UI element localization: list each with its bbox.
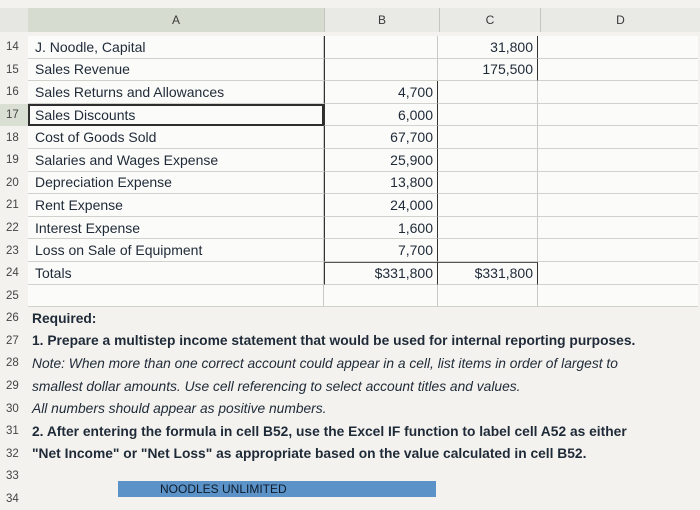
cell-b[interactable]: 6,000	[324, 104, 438, 127]
table-row-selected	[28, 104, 698, 127]
cell-a[interactable]: Salaries and Wages Expense	[28, 149, 324, 172]
cell-d[interactable]	[538, 104, 698, 127]
cell-b[interactable]: 7,700	[324, 239, 438, 262]
row-header-selected[interactable]: 17	[0, 104, 28, 127]
cell-b[interactable]	[324, 36, 438, 59]
row-header[interactable]: 27	[6, 334, 19, 347]
cell-b[interactable]	[324, 285, 438, 308]
table-row	[28, 36, 698, 59]
row-header[interactable]: 28	[6, 357, 19, 370]
totals-row	[28, 262, 698, 285]
row-header[interactable]: 22	[6, 222, 19, 235]
cell-a[interactable]	[28, 285, 324, 308]
cell-d[interactable]	[538, 239, 698, 262]
cell-d[interactable]	[538, 262, 698, 285]
cell-a[interactable]: Sales Returns and Allowances	[28, 81, 324, 104]
cell-a[interactable]: Interest Expense	[28, 217, 324, 240]
cell-a[interactable]: Loss on Sale of Equipment	[28, 239, 324, 262]
cell-c[interactable]	[438, 217, 538, 240]
column-headers	[0, 8, 700, 32]
required-heading: Required:	[32, 310, 97, 326]
cell-b[interactable]: 67,700	[324, 126, 438, 149]
instructions-block	[28, 307, 688, 488]
column-header-b[interactable]: B	[325, 8, 440, 32]
row-header[interactable]: 18	[6, 131, 19, 144]
cell-b[interactable]: 1,600	[324, 217, 438, 240]
cell-c[interactable]	[438, 149, 538, 172]
cell-d[interactable]	[538, 81, 698, 104]
instruction-2: 2. After entering the formula in cell B52, use the Excel IF function to label cell A52 as either	[32, 423, 627, 439]
cell-d[interactable]	[538, 217, 698, 240]
column-header-d[interactable]: D	[541, 8, 700, 32]
row-header[interactable]: 15	[6, 63, 19, 76]
row-header[interactable]: 25	[6, 289, 19, 302]
cell-c[interactable]	[438, 239, 538, 262]
table-row	[28, 81, 698, 104]
cell-d[interactable]	[538, 149, 698, 172]
row-header[interactable]: 16	[6, 86, 19, 99]
cell-d[interactable]	[538, 285, 698, 308]
cell-c[interactable]	[438, 104, 538, 127]
row-header[interactable]: 29	[6, 380, 19, 393]
row-header[interactable]: 34	[6, 493, 19, 506]
note-line: Note: When more than one correct account could appear in a cell, list items in order of largest to	[32, 355, 618, 371]
cell-c[interactable]: 175,500	[438, 59, 538, 82]
row-header[interactable]: 21	[6, 199, 19, 212]
cell-a[interactable]: Totals	[28, 262, 324, 285]
row-header[interactable]: 32	[6, 447, 19, 460]
cell-d[interactable]	[538, 194, 698, 217]
cell-a[interactable]: J. Noodle, Capital	[28, 36, 324, 59]
row-header[interactable]: 26	[6, 312, 19, 325]
row-header[interactable]: 14	[6, 41, 19, 54]
row-header[interactable]: 31	[6, 425, 19, 438]
cell-a[interactable]: Sales Revenue	[28, 59, 324, 82]
cell-a-selected[interactable]: Sales Discounts	[28, 104, 324, 127]
cell-a[interactable]: Depreciation Expense	[28, 172, 324, 195]
row-header[interactable]: 30	[6, 402, 19, 415]
cell-c[interactable]	[438, 126, 538, 149]
cell-a[interactable]: Cost of Goods Sold	[28, 126, 324, 149]
column-header-c[interactable]: C	[440, 8, 541, 32]
cell-c[interactable]	[438, 172, 538, 195]
cell-b-total[interactable]: $331,800	[324, 262, 438, 285]
cell-a[interactable]: Rent Expense	[28, 194, 324, 217]
table-row	[28, 172, 698, 195]
table-row	[28, 126, 698, 149]
cell-d[interactable]	[538, 36, 698, 59]
cell-b[interactable]: 25,900	[324, 149, 438, 172]
note-line: smallest dollar amounts. Use cell referencing to select account titles and values.	[32, 378, 521, 394]
company-name-banner[interactable]: NOODLES UNLIMITED	[118, 481, 436, 497]
cell-c-total[interactable]: $331,800	[438, 262, 538, 285]
cell-b[interactable]: 24,000	[324, 194, 438, 217]
table-row	[28, 194, 698, 217]
row-header[interactable]: 24	[6, 267, 19, 280]
table-row	[28, 59, 698, 82]
select-all-corner[interactable]	[0, 8, 28, 32]
cell-b[interactable]: 4,700	[324, 81, 438, 104]
row-headers	[0, 36, 28, 307]
table-row	[28, 239, 698, 262]
cell-c[interactable]	[438, 285, 538, 308]
cell-d[interactable]	[538, 172, 698, 195]
cell-b[interactable]: 13,800	[324, 172, 438, 195]
cell-d[interactable]	[538, 126, 698, 149]
row-header[interactable]: 33	[6, 470, 19, 483]
column-header-a[interactable]: A	[28, 8, 325, 32]
cell-d[interactable]	[538, 59, 698, 82]
instruction-2-cont: "Net Income" or "Net Loss" as appropriate based on the value calculated in cell B52.	[32, 446, 587, 462]
row-header[interactable]: 23	[6, 244, 19, 257]
note-line: All numbers should appear as positive numbers.	[32, 401, 327, 417]
cell-c[interactable]: 31,800	[438, 36, 538, 59]
cell-grid	[28, 36, 698, 307]
instruction-1: 1. Prepare a multistep income statement that would be used for internal reporting purposes.	[32, 333, 636, 349]
table-row	[28, 149, 698, 172]
row-header[interactable]: 19	[6, 154, 19, 167]
table-row	[28, 285, 698, 308]
table-row	[28, 217, 698, 240]
cell-c[interactable]	[438, 194, 538, 217]
row-header[interactable]: 20	[6, 176, 19, 189]
cell-c[interactable]	[438, 81, 538, 104]
notes-row-headers	[0, 307, 28, 510]
cell-b[interactable]	[324, 59, 438, 82]
